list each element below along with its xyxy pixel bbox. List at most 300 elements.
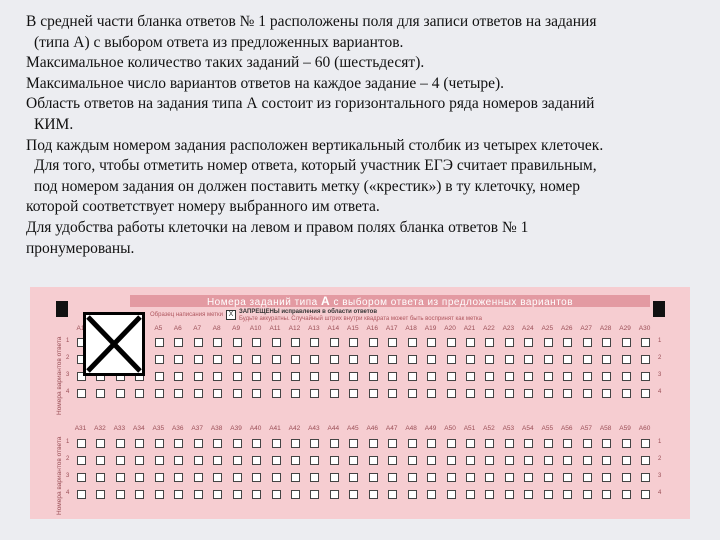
answer-cell [233, 490, 242, 499]
question-label: A51 [463, 425, 476, 432]
question-label: A39 [230, 425, 242, 432]
answer-cell [524, 456, 533, 465]
answer-cell [622, 456, 631, 465]
answer-cell [77, 490, 86, 499]
question-label: A49 [424, 425, 437, 432]
row-number-right: 3 [658, 372, 662, 378]
question-label: A14 [327, 325, 340, 332]
row-number-right: 2 [658, 456, 662, 462]
answer-cell [583, 473, 592, 482]
answer-cell [641, 338, 650, 347]
answer-cell [155, 473, 164, 482]
answer-cell [602, 372, 611, 381]
answer-cell [174, 439, 183, 448]
answer-cell [174, 456, 183, 465]
answer-cell [466, 490, 475, 499]
answer-cell [505, 389, 514, 398]
question-label: A26 [560, 325, 573, 332]
question-label: A20 [444, 325, 456, 332]
question-label: A41 [269, 425, 281, 432]
answer-cell [310, 490, 319, 499]
answer-cell [213, 490, 222, 499]
answer-cell [622, 490, 631, 499]
answer-cell [622, 389, 631, 398]
form-banner: Номера заданий типа А с выбором ответа из предложенных вариантов [130, 295, 650, 307]
answer-cell [77, 389, 86, 398]
row-number-left: 2 [66, 355, 70, 361]
answer-cell [583, 490, 592, 499]
answer-cell [485, 456, 494, 465]
answer-cell [447, 490, 456, 499]
answer-cell [369, 490, 378, 499]
answer-cell [388, 473, 397, 482]
question-label: A48 [405, 425, 417, 432]
answer-cell [213, 389, 222, 398]
answer-cell [485, 372, 494, 381]
answer-cell [583, 338, 592, 347]
answer-cell [641, 372, 650, 381]
answer-cell [544, 490, 553, 499]
answer-cell [330, 439, 339, 448]
answer-cell [155, 338, 164, 347]
answer-cell [602, 439, 611, 448]
answer-cell [388, 372, 397, 381]
answer-cell [96, 473, 105, 482]
question-label: A17 [385, 325, 398, 332]
answer-cell [155, 355, 164, 364]
question-label: A55 [541, 425, 554, 432]
answer-cell [194, 490, 203, 499]
row-number-left: 1 [66, 338, 70, 344]
question-label: A57 [580, 425, 592, 432]
answer-cell [524, 389, 533, 398]
answer-cell [427, 473, 436, 482]
answer-cell [427, 389, 436, 398]
question-label: A34 [133, 425, 145, 432]
answer-cell [524, 473, 533, 482]
answer-cell [524, 338, 533, 347]
question-label: A31 [74, 425, 87, 432]
answer-cell [135, 389, 144, 398]
answer-cell [505, 372, 514, 381]
question-label: A29 [619, 325, 631, 332]
corner-marker-left [56, 301, 68, 317]
answer-cell [447, 355, 456, 364]
answer-cell [447, 372, 456, 381]
text-line-2: (типа А) с выбором ответа из предложенных вариантов. [34, 33, 404, 51]
answer-cell [194, 439, 203, 448]
answer-cell [213, 456, 222, 465]
text-line-8: Для того, чтобы отметить номер ответа, который участник ЕГЭ считает правильным, [34, 157, 597, 175]
answer-cell [272, 490, 281, 499]
answer-cell [524, 439, 533, 448]
text-line-5: Область ответов на задания типа А состоит из горизонтального ряда номеров заданий [26, 95, 595, 113]
corner-marker-right [653, 301, 665, 317]
answer-cell [485, 355, 494, 364]
answer-cell [116, 439, 125, 448]
answer-cell [447, 473, 456, 482]
answer-cell [408, 439, 417, 448]
answer-cell [194, 473, 203, 482]
answer-cell [602, 338, 611, 347]
answer-cell [96, 490, 105, 499]
answer-cell [369, 456, 378, 465]
side-label-bottom: Номера вариантов ответа [56, 436, 63, 515]
answer-cell [252, 355, 261, 364]
question-label: A47 [385, 425, 398, 432]
answer-cell [427, 355, 436, 364]
question-label: A44 [327, 425, 340, 432]
answer-cell [408, 456, 417, 465]
answer-cell [408, 473, 417, 482]
answer-cell [408, 355, 417, 364]
question-label: A45 [347, 425, 359, 432]
question-label: A24 [522, 325, 534, 332]
question-label: A5 [154, 325, 163, 332]
answer-cell [427, 338, 436, 347]
answer-cell [330, 338, 339, 347]
answer-cell [77, 456, 86, 465]
answer-cell [233, 473, 242, 482]
text-line-9: под номером задания он должен поставить метку («крестик») в ту клеточку, номер [34, 177, 580, 195]
question-label: A58 [599, 425, 612, 432]
answer-cell [602, 456, 611, 465]
answer-cell [563, 372, 572, 381]
answer-cell [583, 372, 592, 381]
text-line-12: пронумерованы. [26, 239, 135, 257]
answer-cell [330, 490, 339, 499]
text-line-10: которой соответствует номеру выбранного им ответа. [26, 198, 380, 216]
answer-cell [622, 439, 631, 448]
answer-cell [233, 389, 242, 398]
answer-cell [505, 355, 514, 364]
answer-cell [602, 473, 611, 482]
answer-cell [135, 456, 144, 465]
answer-cell [408, 389, 417, 398]
answer-cell [466, 473, 475, 482]
answer-cell [349, 456, 358, 465]
answer-cell [155, 490, 164, 499]
text-line-11: Для удобства работы клеточки на левом и правом полях бланка ответов № 1 [26, 218, 529, 236]
answer-cell [233, 439, 242, 448]
answer-cell [524, 490, 533, 499]
row-number-left: 4 [66, 389, 70, 395]
question-label: A13 [308, 325, 320, 332]
answer-cell [349, 372, 358, 381]
answer-cell [116, 473, 125, 482]
question-label: A18 [405, 325, 417, 332]
answer-cell [272, 372, 281, 381]
answer-cell [563, 456, 572, 465]
answer-cell [116, 389, 125, 398]
answer-cell [388, 439, 397, 448]
question-label: A36 [171, 425, 184, 432]
answer-cell [213, 355, 222, 364]
answer-cell [252, 389, 261, 398]
answer-cell [388, 490, 397, 499]
sample-cross-mark [83, 312, 145, 376]
text-line-1: В средней части бланка ответов № 1 расположены поля для записи ответов на задания [26, 13, 597, 30]
question-label: A33 [113, 425, 126, 432]
question-label: A30 [638, 325, 651, 332]
row-number-left: 3 [66, 372, 70, 378]
answer-cell [602, 389, 611, 398]
answer-cell [485, 439, 494, 448]
answer-cell [369, 389, 378, 398]
answer-cell [622, 372, 631, 381]
answer-cell [116, 456, 125, 465]
answer-cell [563, 338, 572, 347]
answer-cell [252, 490, 261, 499]
question-label: A37 [191, 425, 203, 432]
answer-cell [544, 355, 553, 364]
question-label: A8 [212, 325, 221, 332]
answer-cell [485, 490, 494, 499]
warning-title: ЗАПРЕЩЕНЫ исправления в области ответов [239, 309, 378, 315]
answer-cell [174, 490, 183, 499]
question-label: A12 [288, 325, 301, 332]
answer-cell [563, 490, 572, 499]
answer-cell [135, 439, 144, 448]
row-number-right: 2 [658, 355, 662, 361]
answer-cell [349, 355, 358, 364]
answer-cell [349, 490, 358, 499]
answer-cell [544, 456, 553, 465]
answer-cell [641, 439, 650, 448]
answer-cell [291, 473, 300, 482]
answer-cell [310, 473, 319, 482]
answer-cell [485, 389, 494, 398]
answer-cell [485, 338, 494, 347]
answer-cell [291, 439, 300, 448]
answer-cell [252, 473, 261, 482]
answer-cell [310, 355, 319, 364]
answer-cell [563, 389, 572, 398]
answer-cell [194, 355, 203, 364]
row-number-right: 4 [658, 490, 662, 496]
answer-cell [447, 439, 456, 448]
answer-cell [272, 355, 281, 364]
answer-cell [544, 439, 553, 448]
answer-cell [408, 338, 417, 347]
answer-cell [310, 338, 319, 347]
answer-cell [233, 355, 242, 364]
answer-cell [310, 389, 319, 398]
question-label: A16 [366, 325, 379, 332]
answer-cell [330, 456, 339, 465]
answer-cell [194, 338, 203, 347]
answer-cell [155, 456, 164, 465]
answer-cell [583, 439, 592, 448]
answer-cell [233, 456, 242, 465]
answer-cell [330, 473, 339, 482]
answer-cell [388, 355, 397, 364]
question-label: A46 [366, 425, 379, 432]
answer-cell [349, 439, 358, 448]
answer-cell [252, 439, 261, 448]
answer-cell [213, 338, 222, 347]
row-number-left: 2 [66, 456, 70, 462]
answer-cell [174, 338, 183, 347]
answer-cell [602, 490, 611, 499]
answer-cell [135, 473, 144, 482]
question-label: A6 [173, 325, 182, 332]
answer-cell [291, 389, 300, 398]
answer-cell [544, 372, 553, 381]
answer-cell [349, 389, 358, 398]
answer-cell [174, 355, 183, 364]
row-number-right: 1 [658, 439, 662, 445]
answer-cell [369, 439, 378, 448]
answer-cell [155, 372, 164, 381]
answer-cell [369, 473, 378, 482]
answer-cell [583, 389, 592, 398]
answer-cell [96, 456, 105, 465]
answer-cell [213, 473, 222, 482]
question-label: A43 [308, 425, 320, 432]
warning-box: Х [226, 310, 236, 320]
answer-cell [155, 389, 164, 398]
answer-cell [485, 473, 494, 482]
question-label: A50 [444, 425, 456, 432]
answer-cell [233, 372, 242, 381]
answer-cell [524, 372, 533, 381]
answer-cell [96, 439, 105, 448]
row-number-right: 3 [658, 473, 662, 479]
answer-cell [427, 490, 436, 499]
answer-cell [447, 456, 456, 465]
answer-cell [466, 372, 475, 381]
answer-cell [622, 473, 631, 482]
question-label: A1 [76, 325, 85, 332]
answer-cell [544, 338, 553, 347]
answer-cell [174, 389, 183, 398]
answer-cell [466, 338, 475, 347]
question-label: A40 [249, 425, 262, 432]
row-number-left: 1 [66, 439, 70, 445]
answer-cell [388, 389, 397, 398]
answer-cell [466, 355, 475, 364]
answer-cell [77, 473, 86, 482]
question-label: A56 [560, 425, 573, 432]
question-label: A25 [541, 325, 554, 332]
answer-cell [194, 372, 203, 381]
question-label: A19 [424, 325, 437, 332]
answer-cell [291, 372, 300, 381]
answer-cell [252, 456, 261, 465]
answer-cell [369, 372, 378, 381]
question-label: A52 [483, 425, 495, 432]
warning-sub: Будьте аккуратны. Случайный штрих внутри квадрата может быть воспринят как метка [239, 316, 483, 322]
answer-cell [466, 456, 475, 465]
answer-cell [194, 389, 203, 398]
answer-cell [641, 456, 650, 465]
answer-cell [369, 338, 378, 347]
text-line-3: Максимальное количество таких заданий – 60 (шестьдесят). [26, 54, 425, 72]
question-label: A9 [232, 325, 241, 332]
answer-cell [466, 389, 475, 398]
question-label: A15 [347, 325, 359, 332]
answer-cell [272, 456, 281, 465]
question-label: A22 [483, 325, 495, 332]
row-number-right: 4 [658, 389, 662, 395]
answer-cell [233, 338, 242, 347]
answer-cell [427, 439, 436, 448]
answer-cell [369, 355, 378, 364]
answer-cell [310, 372, 319, 381]
question-label: A60 [638, 425, 651, 432]
question-label: A11 [269, 325, 281, 332]
answer-cell [466, 439, 475, 448]
question-label: A54 [522, 425, 534, 432]
answer-cell [135, 490, 144, 499]
answer-cell [213, 372, 222, 381]
question-label: A38 [210, 425, 223, 432]
answer-cell [272, 473, 281, 482]
sample-label: Образец написания метки [150, 312, 223, 318]
answer-cell [213, 439, 222, 448]
answer-cell [505, 490, 514, 499]
answer-cell [291, 490, 300, 499]
answer-cell [544, 389, 553, 398]
question-label: A35 [152, 425, 165, 432]
answer-cell [252, 372, 261, 381]
answer-cell [447, 338, 456, 347]
answer-cell [330, 372, 339, 381]
answer-cell [583, 456, 592, 465]
text-line-6: КИМ. [34, 115, 74, 133]
answer-cell [330, 355, 339, 364]
answer-cell [291, 355, 300, 364]
answer-cell [291, 456, 300, 465]
answer-cell [349, 338, 358, 347]
answer-cell [505, 338, 514, 347]
answer-cell [427, 372, 436, 381]
answer-cell [272, 338, 281, 347]
answer-cell [116, 490, 125, 499]
answer-cell [388, 456, 397, 465]
answer-cell [641, 355, 650, 364]
answer-cell [641, 490, 650, 499]
answer-cell [602, 355, 611, 364]
answer-cell [563, 439, 572, 448]
answer-cell [427, 456, 436, 465]
row-number-left: 4 [66, 490, 70, 496]
question-label: A59 [619, 425, 631, 432]
answer-cell [272, 389, 281, 398]
question-label: A32 [94, 425, 106, 432]
answer-cell [388, 338, 397, 347]
answer-cell [174, 372, 183, 381]
question-label: A10 [249, 325, 262, 332]
answer-cell [544, 473, 553, 482]
answer-cell [583, 355, 592, 364]
text-line-7: Под каждым номером задания расположен вертикальный столбик из четырех клеточек. [26, 136, 604, 154]
answer-cell [310, 439, 319, 448]
answer-cell [174, 473, 183, 482]
question-label: A27 [580, 325, 592, 332]
answer-cell [563, 473, 572, 482]
text-line-4: Максимальное число вариантов ответов на каждое задание – 4 (четыре). [26, 74, 505, 92]
answer-cell [349, 473, 358, 482]
question-label: A23 [502, 325, 515, 332]
question-label: A7 [193, 325, 202, 332]
answer-cell [252, 338, 261, 347]
answer-cell [641, 389, 650, 398]
answer-cell [641, 473, 650, 482]
answer-cell [96, 389, 105, 398]
answer-cell [408, 372, 417, 381]
